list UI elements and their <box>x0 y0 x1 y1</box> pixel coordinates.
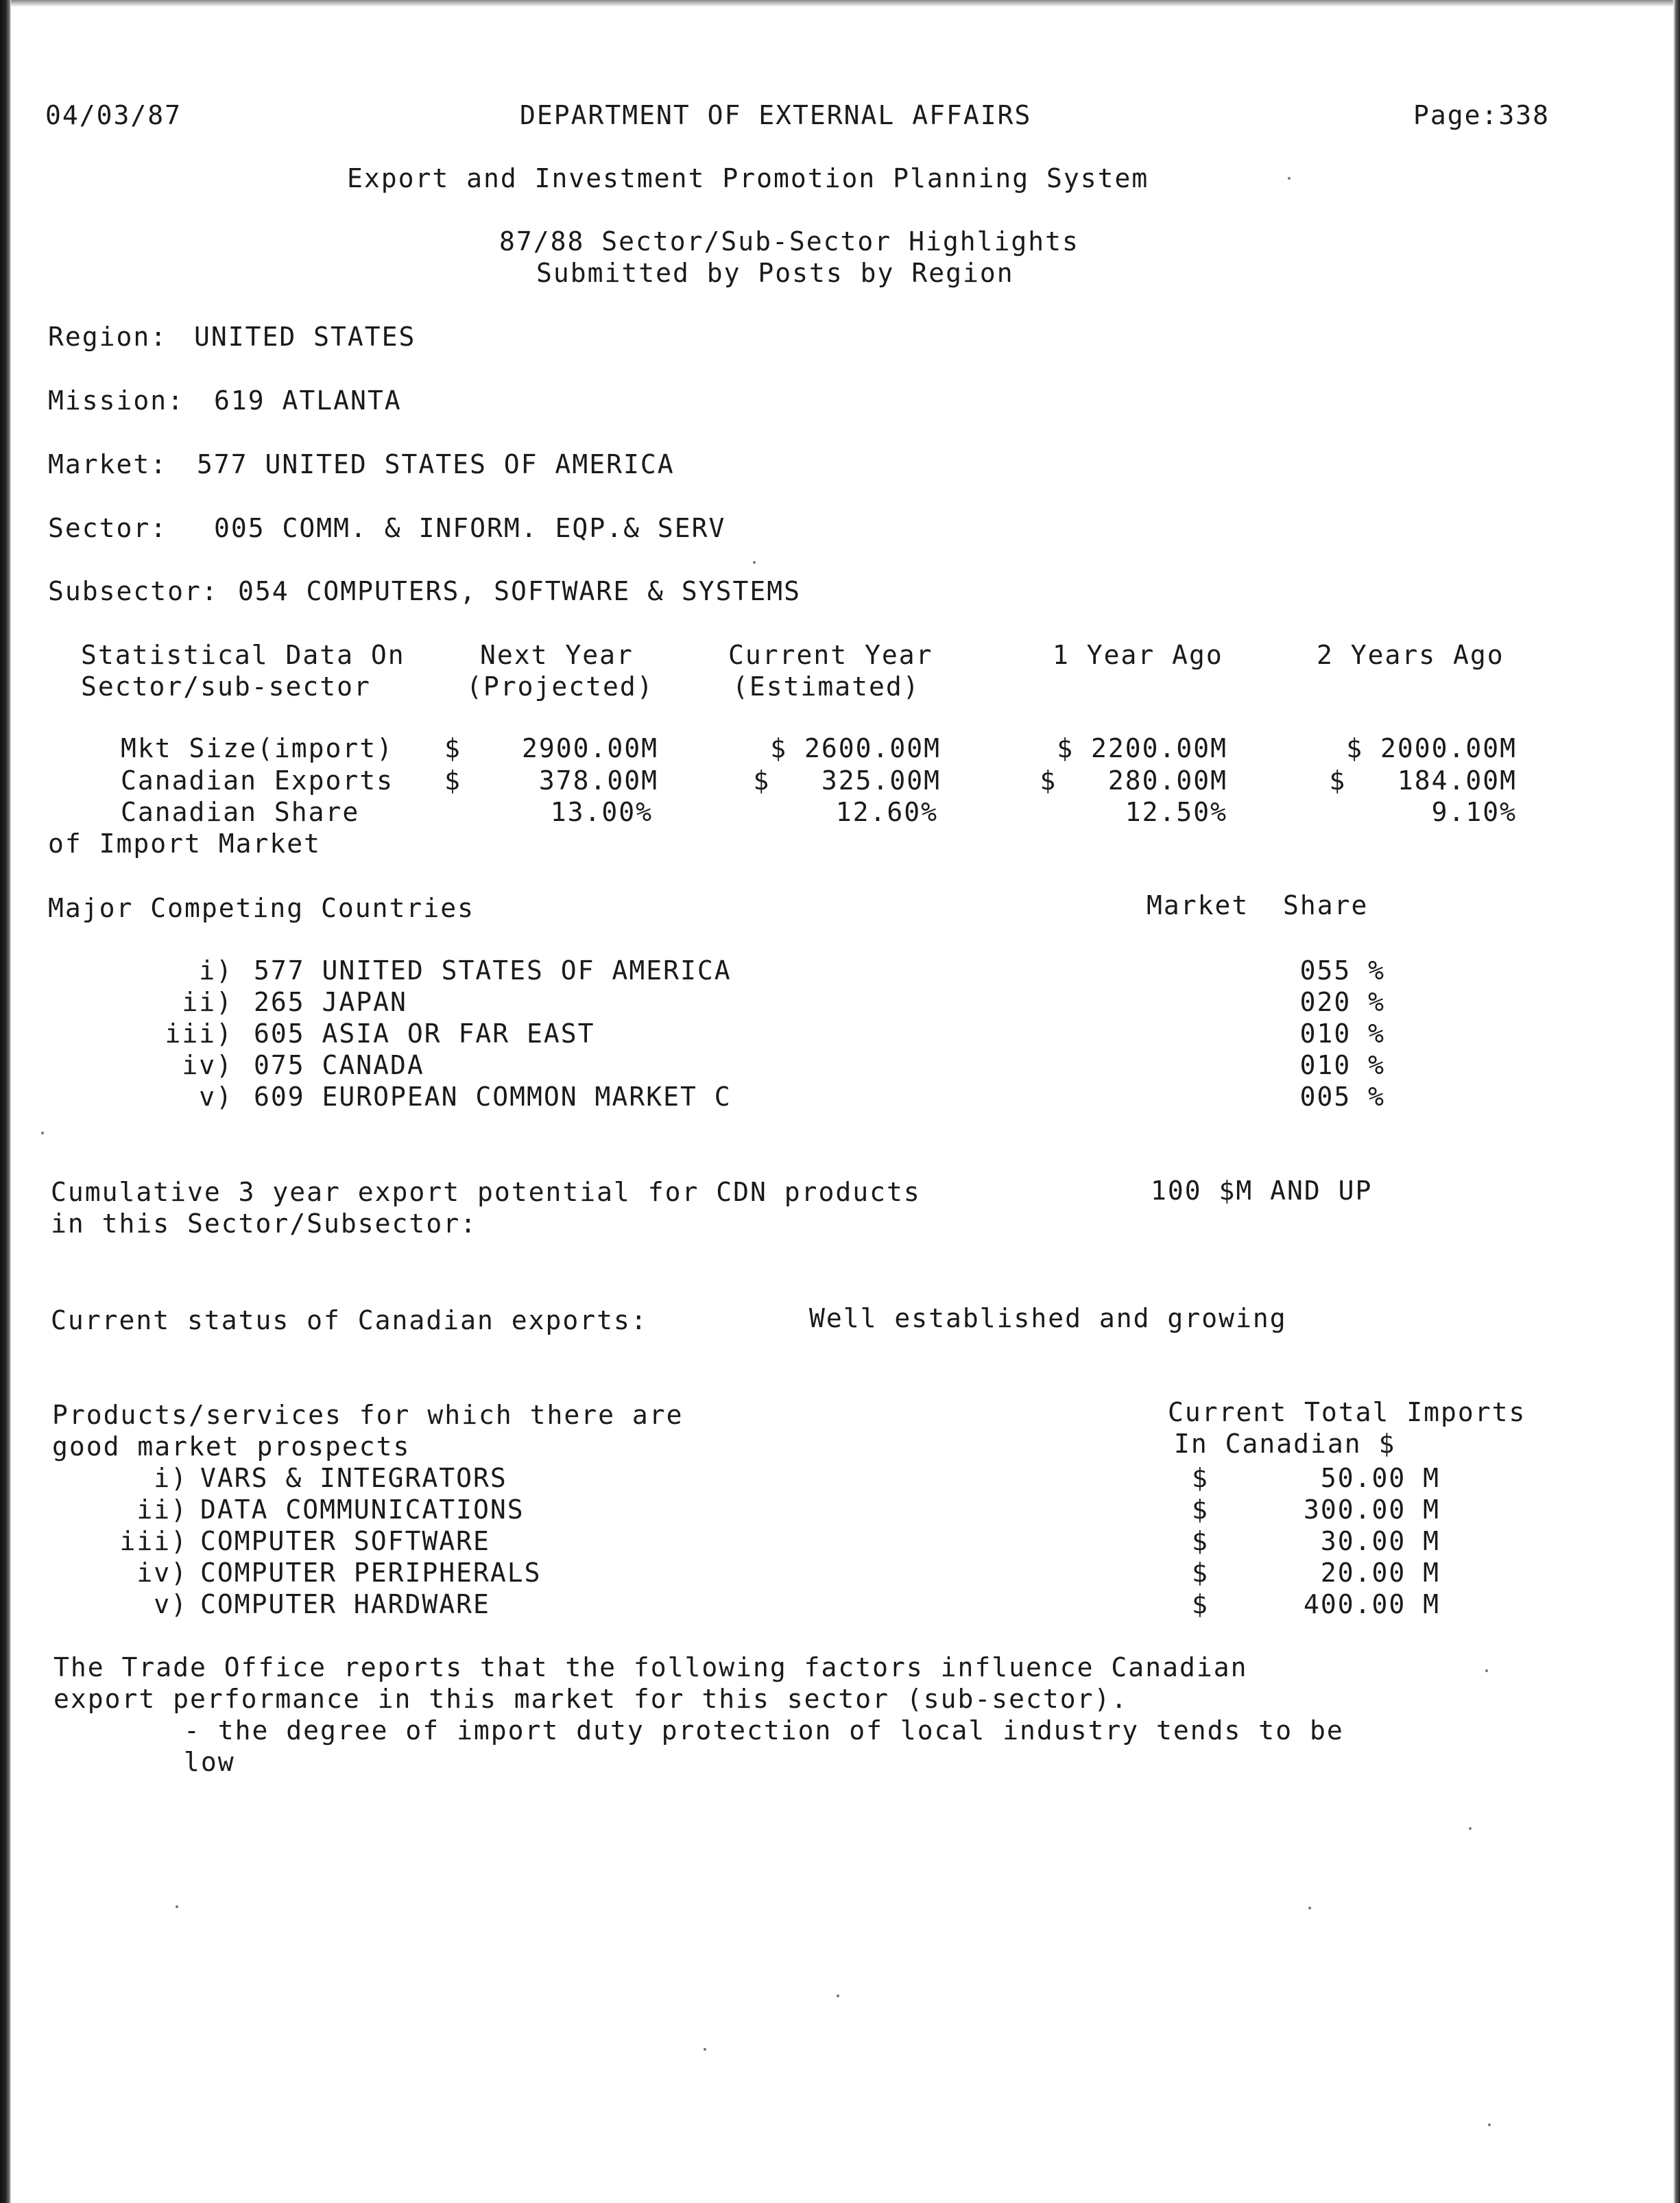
products-label-1: Products/services for which there are <box>52 1400 684 1430</box>
list-item-currency: $ <box>1192 1558 1209 1588</box>
list-item-name: 577 UNITED STATES OF AMERICA <box>254 955 732 986</box>
stats-row-label: Canadian Share <box>121 797 360 827</box>
list-item-share: 055 % <box>1299 955 1385 986</box>
list-item-name: DATA COMMUNICATIONS <box>200 1495 525 1525</box>
sector-value: 005 COMM. & INFORM. EQP.& SERV <box>214 513 726 543</box>
list-item-amount: 50.00 M <box>1320 1463 1440 1493</box>
subsector-label: Subsector: <box>48 576 219 606</box>
stats-col-current-year: Current Year <box>728 640 933 670</box>
scan-speck <box>753 561 756 564</box>
list-item-number: v) <box>199 1082 233 1112</box>
system-title: Export and Investment Promotion Planning System <box>347 163 1149 193</box>
list-item-amount: 400.00 M <box>1303 1589 1440 1619</box>
list-item-number: i) <box>199 955 233 986</box>
scan-speck <box>1288 177 1291 180</box>
stats-cell: $ 2000.00M <box>1346 733 1517 763</box>
list-item-amount: 20.00 M <box>1320 1558 1440 1588</box>
competitors-title: Major Competing Countries <box>48 893 475 923</box>
list-item-number: ii) <box>136 1495 188 1525</box>
list-item-name: 075 CANADA <box>254 1050 424 1080</box>
list-item-currency: $ <box>1192 1526 1209 1556</box>
list-item-number: iv) <box>182 1050 233 1080</box>
list-item-name: COMPUTER PERIPHERALS <box>200 1558 542 1588</box>
potential-label-2: in this Sector/Subsector: <box>51 1208 477 1239</box>
scan-speck <box>41 1132 44 1134</box>
stats-col-next-year-sub: (Projected) <box>466 671 654 702</box>
stats-cell: 12.60% <box>835 797 938 827</box>
subsector-value: 054 COMPUTERS, SOFTWARE & SYSTEMS <box>238 576 801 606</box>
imports-header-2: In Canadian $ <box>1174 1429 1396 1459</box>
scan-top-edge <box>11 0 1673 7</box>
list-item-share: 020 % <box>1299 987 1385 1017</box>
stats-header-label-2: Sector/sub-sector <box>81 671 371 702</box>
mission-value: 619 ATLANTA <box>214 385 402 416</box>
list-item-name: 605 ASIA OR FAR EAST <box>254 1019 595 1049</box>
report-subtitle: Submitted by Posts by Region <box>536 258 1014 288</box>
stats-cell: 2900.00M <box>521 733 658 763</box>
list-item-name: COMPUTER HARDWARE <box>200 1589 490 1619</box>
mission-label: Mission: <box>48 385 185 416</box>
stats-cell: 378.00M <box>538 765 658 796</box>
scan-speck <box>1488 2123 1491 2126</box>
stats-row-label: Canadian Exports <box>121 765 394 796</box>
stats-cell: $ 2600.00M <box>770 733 941 763</box>
stats-cell: 9.10% <box>1431 797 1517 827</box>
list-item-amount: 30.00 M <box>1320 1526 1440 1556</box>
scan-speck <box>1308 1907 1311 1909</box>
potential-value: 100 $M AND UP <box>1151 1176 1373 1206</box>
page-number: Page:338 <box>1413 100 1550 130</box>
list-item-amount: 300.00 M <box>1303 1495 1440 1525</box>
list-item-number: ii) <box>182 987 233 1017</box>
stats-row-currency: $ <box>444 765 461 796</box>
scan-speck <box>1469 1827 1472 1830</box>
list-item-number: iii) <box>119 1526 188 1556</box>
scan-speck <box>837 1994 839 1997</box>
list-item-name: COMPUTER SOFTWARE <box>200 1526 490 1556</box>
stats-cell: $ 2200.00M <box>1057 733 1227 763</box>
stats-header-label-1: Statistical Data On <box>81 640 405 670</box>
scan-right-edge <box>1673 0 1680 2203</box>
scan-speck <box>176 1905 178 1908</box>
market-value: 577 UNITED STATES OF AMERICA <box>197 449 675 479</box>
list-item-share: 010 % <box>1299 1050 1385 1080</box>
stats-col-2-years-ago: 2 Years Ago <box>1317 640 1504 670</box>
list-item-name: 609 EUROPEAN COMMON MARKET C <box>254 1082 732 1112</box>
stats-col-current-year-sub: (Estimated) <box>732 671 920 702</box>
list-item-name: VARS & INTEGRATORS <box>200 1463 507 1493</box>
list-item-number: v) <box>154 1589 188 1619</box>
stats-row-currency: $ <box>444 733 461 763</box>
region-value: UNITED STATES <box>194 322 416 352</box>
list-item-number: iii) <box>165 1019 233 1049</box>
market-label: Market: <box>48 449 168 479</box>
list-item-currency: $ <box>1192 1463 1209 1493</box>
scan-speck <box>704 2048 706 2051</box>
stats-col-1-year-ago: 1 Year Ago <box>1053 640 1223 670</box>
stats-cell: $ 280.00M <box>1040 765 1227 796</box>
report-title: 87/88 Sector/Sub-Sector Highlights <box>499 226 1079 257</box>
region-label: Region: <box>48 322 168 352</box>
list-item-currency: $ <box>1192 1589 1209 1619</box>
stats-cell: $ 325.00M <box>753 765 941 796</box>
list-item-name: 265 JAPAN <box>254 987 407 1017</box>
list-item-number: i) <box>154 1463 188 1493</box>
imports-header-1: Current Total Imports <box>1168 1397 1526 1427</box>
scan-left-edge <box>0 0 11 2203</box>
scan-speck <box>1485 1669 1488 1672</box>
list-item-share: 010 % <box>1299 1019 1385 1049</box>
products-label-2: good market prospects <box>52 1431 411 1462</box>
list-item-currency: $ <box>1192 1495 1209 1525</box>
factors-bullet-2: low <box>184 1747 235 1777</box>
report-date: 04/03/87 <box>45 100 182 130</box>
stats-cell: $ 184.00M <box>1329 765 1517 796</box>
factors-intro-2: export performance in this market for this sector (sub-sector). <box>53 1684 1129 1714</box>
status-value: Well established and growing <box>809 1303 1287 1333</box>
list-item-number: iv) <box>136 1558 188 1588</box>
factors-bullet-1: - the degree of import duty protection of local industry tends to be <box>184 1715 1344 1746</box>
department-name: DEPARTMENT OF EXTERNAL AFFAIRS <box>520 100 1032 130</box>
list-item-share: 005 % <box>1299 1082 1385 1112</box>
stats-cell: 12.50% <box>1125 797 1227 827</box>
stats-cell: 13.00% <box>550 797 653 827</box>
status-label: Current status of Canadian exports: <box>51 1305 648 1335</box>
stats-row-label: Mkt Size(import) <box>121 733 394 763</box>
competitors-share-header: Market Share <box>1147 890 1369 920</box>
potential-label-1: Cumulative 3 year export potential for CDN products <box>51 1177 921 1207</box>
factors-intro-1: The Trade Office reports that the following factors influence Canadian <box>53 1652 1248 1682</box>
stats-col-next-year: Next Year <box>480 640 634 670</box>
sector-label: Sector: <box>48 513 168 543</box>
stats-share-note: of Import Market <box>48 829 322 859</box>
